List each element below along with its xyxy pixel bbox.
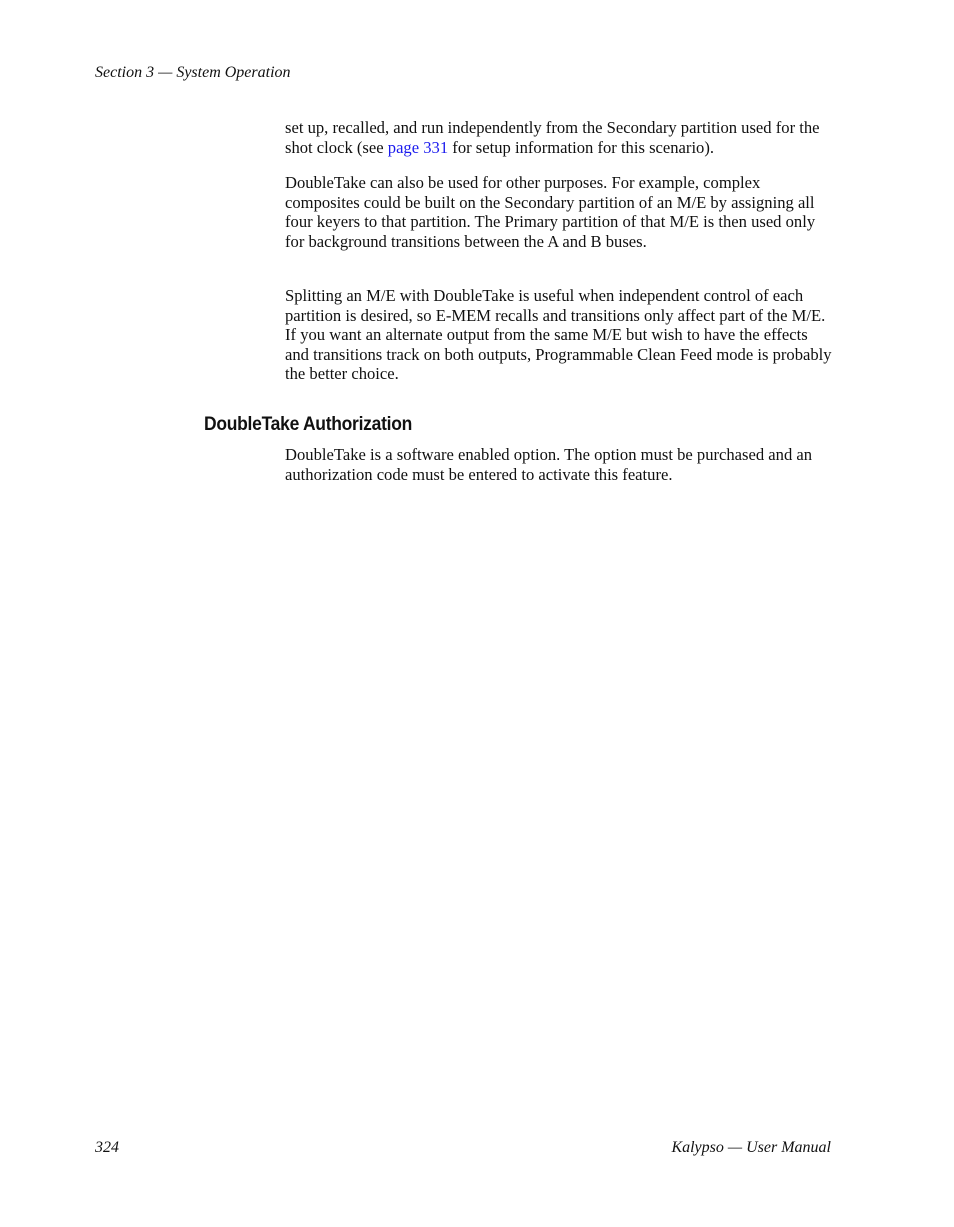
paragraph-continuation: [285, 118, 835, 157]
page-cross-reference-link[interactable]: page 331: [387, 137, 449, 157]
paragraph-other-purposes: [285, 173, 835, 251]
paragraph-text: DoubleTake can also be used for other purposes. For example, complex composites could be built on the Secondary partition of an M/E by assigning all four keyers to that partition. The Primary partition of that M/E is then used only for background transitions between the A and B buses.: [285, 173, 816, 251]
section-heading: DoubleTake Authorization: [204, 414, 413, 435]
paragraph-splitting-me: [285, 286, 835, 384]
footer-manual-title: Kalypso — User Manual: [671, 1139, 831, 1156]
running-header: Section 3 — System Operation: [95, 64, 291, 81]
paragraph-authorization: [285, 445, 835, 484]
paragraph-text: Splitting an M/E with DoubleTake is useful when independent control of each partition is desired, so E-MEM recalls and transitions only affect part of the M/E. If you want an alternate output from the same M/E but wish to have the effects and transitions track on both outputs, Programmable Clean Feed mode is probably the better choice.: [285, 286, 832, 384]
paragraph-text-before-link: set up, recalled, and run independently from the Secondary partition used for the shot clock (see: [285, 118, 820, 157]
page-number: 324: [95, 1139, 119, 1156]
paragraph-text-after-link: for setup information for this scenario).: [448, 137, 715, 157]
paragraph-text: DoubleTake is a software enabled option. The option must be purchased and an authorization code must be entered to activate this feature.: [285, 445, 813, 484]
